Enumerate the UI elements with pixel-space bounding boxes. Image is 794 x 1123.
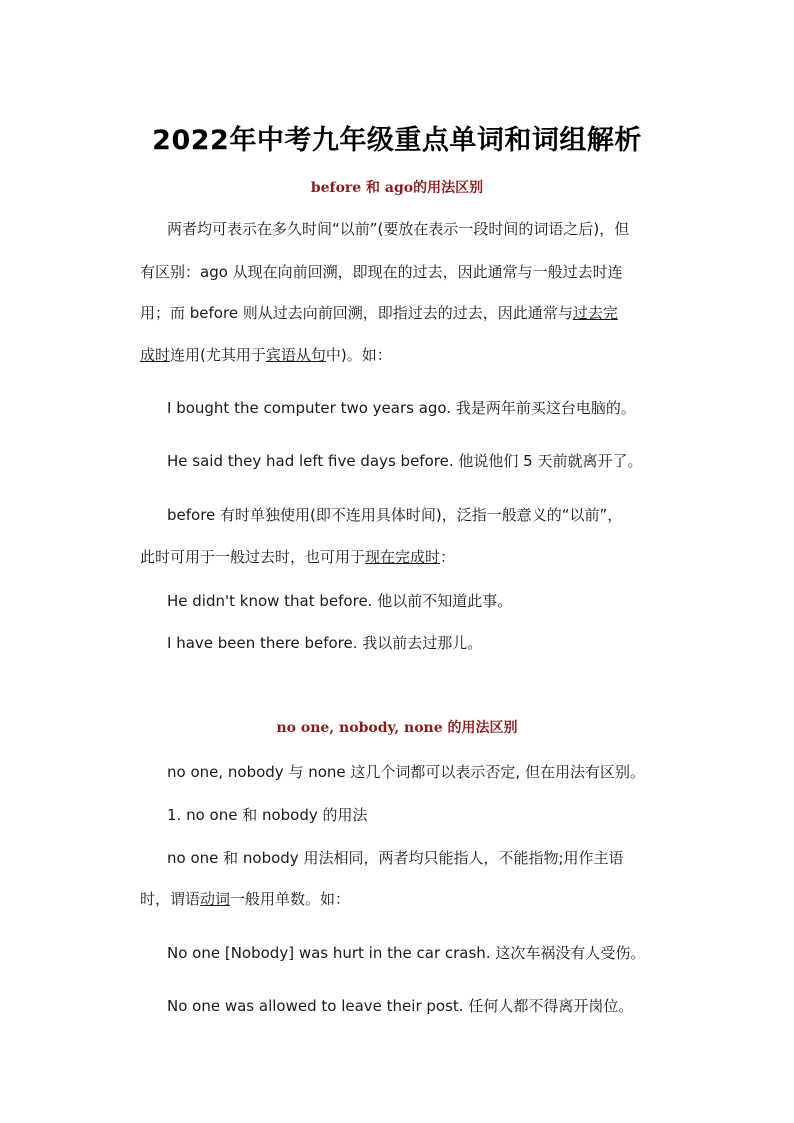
paragraph-line bbox=[140, 303, 618, 323]
underlined-term: 宾语从句 bbox=[265, 346, 326, 364]
paragraph-line bbox=[140, 889, 350, 909]
example-sentence: No one was allowed to leave their post. 任何人都不得离开岗位。 bbox=[167, 997, 634, 1015]
page-title: 2022年中考九年级重点单词和词组解析 bbox=[152, 125, 642, 156]
paragraph-line: 有区别：ago 从现在向前回溯，即现在的过去，因此通常与一般过去时连 bbox=[140, 263, 623, 281]
underlined-term: 动词 bbox=[200, 890, 231, 908]
text-span: ： bbox=[440, 548, 456, 566]
text-span: 连用(尤其用于 bbox=[170, 346, 266, 364]
example-sentence: No one [Nobody] was hurt in the car crash. 这次车祸没有人受伤。 bbox=[167, 944, 646, 962]
example-sentence: He didn't know that before. 他以前不知道此事。 bbox=[167, 592, 513, 610]
text-span: 用；而 before 则从过去向前回溯，即指过去的过去，因此通常与 bbox=[140, 304, 573, 322]
paragraph-line bbox=[140, 547, 455, 567]
paragraph-line: no one 和 nobody 用法相同，两者均只能指人，不能指物;用作主语 bbox=[167, 849, 624, 867]
section-heading-before-ago: before 和 ago的用法区别 bbox=[310, 180, 484, 196]
text-span: 一般用单数。如： bbox=[230, 890, 351, 908]
paragraph-line: no one, nobody 与 none 这几个词都可以表示否定, 但在用法有区别。 bbox=[167, 763, 645, 781]
example-sentence: He said they had left five days before. 他说他们 5 天前就离开了。 bbox=[167, 452, 643, 470]
section-heading-no-one-nobody-none: no one, nobody, none 的用法区别 bbox=[276, 720, 518, 736]
underlined-term: 现在完成时 bbox=[365, 548, 441, 566]
paragraph-line: before 有时单独使用(即不连用具体时间)，泛指一般意义的“以前”， bbox=[167, 506, 623, 524]
subheading: 1. no one 和 nobody 的用法 bbox=[167, 806, 368, 824]
text-span: 中)。如： bbox=[325, 346, 392, 364]
text-span: 时，谓语 bbox=[140, 890, 201, 908]
underlined-term: 过去完 bbox=[572, 304, 618, 322]
paragraph-line bbox=[140, 345, 392, 365]
underlined-term: 成时 bbox=[140, 346, 171, 364]
paragraph-line: 两者均可表示在多久时间“以前”(要放在表示一段时间的词语之后)，但 bbox=[167, 220, 630, 238]
example-sentence: I have been there before. 我以前去过那儿。 bbox=[167, 634, 483, 652]
example-sentence: I bought the computer two years ago. 我是两年前买这台电脑的。 bbox=[167, 399, 636, 417]
text-span: 此时可用于一般过去时，也可用于 bbox=[140, 548, 366, 566]
